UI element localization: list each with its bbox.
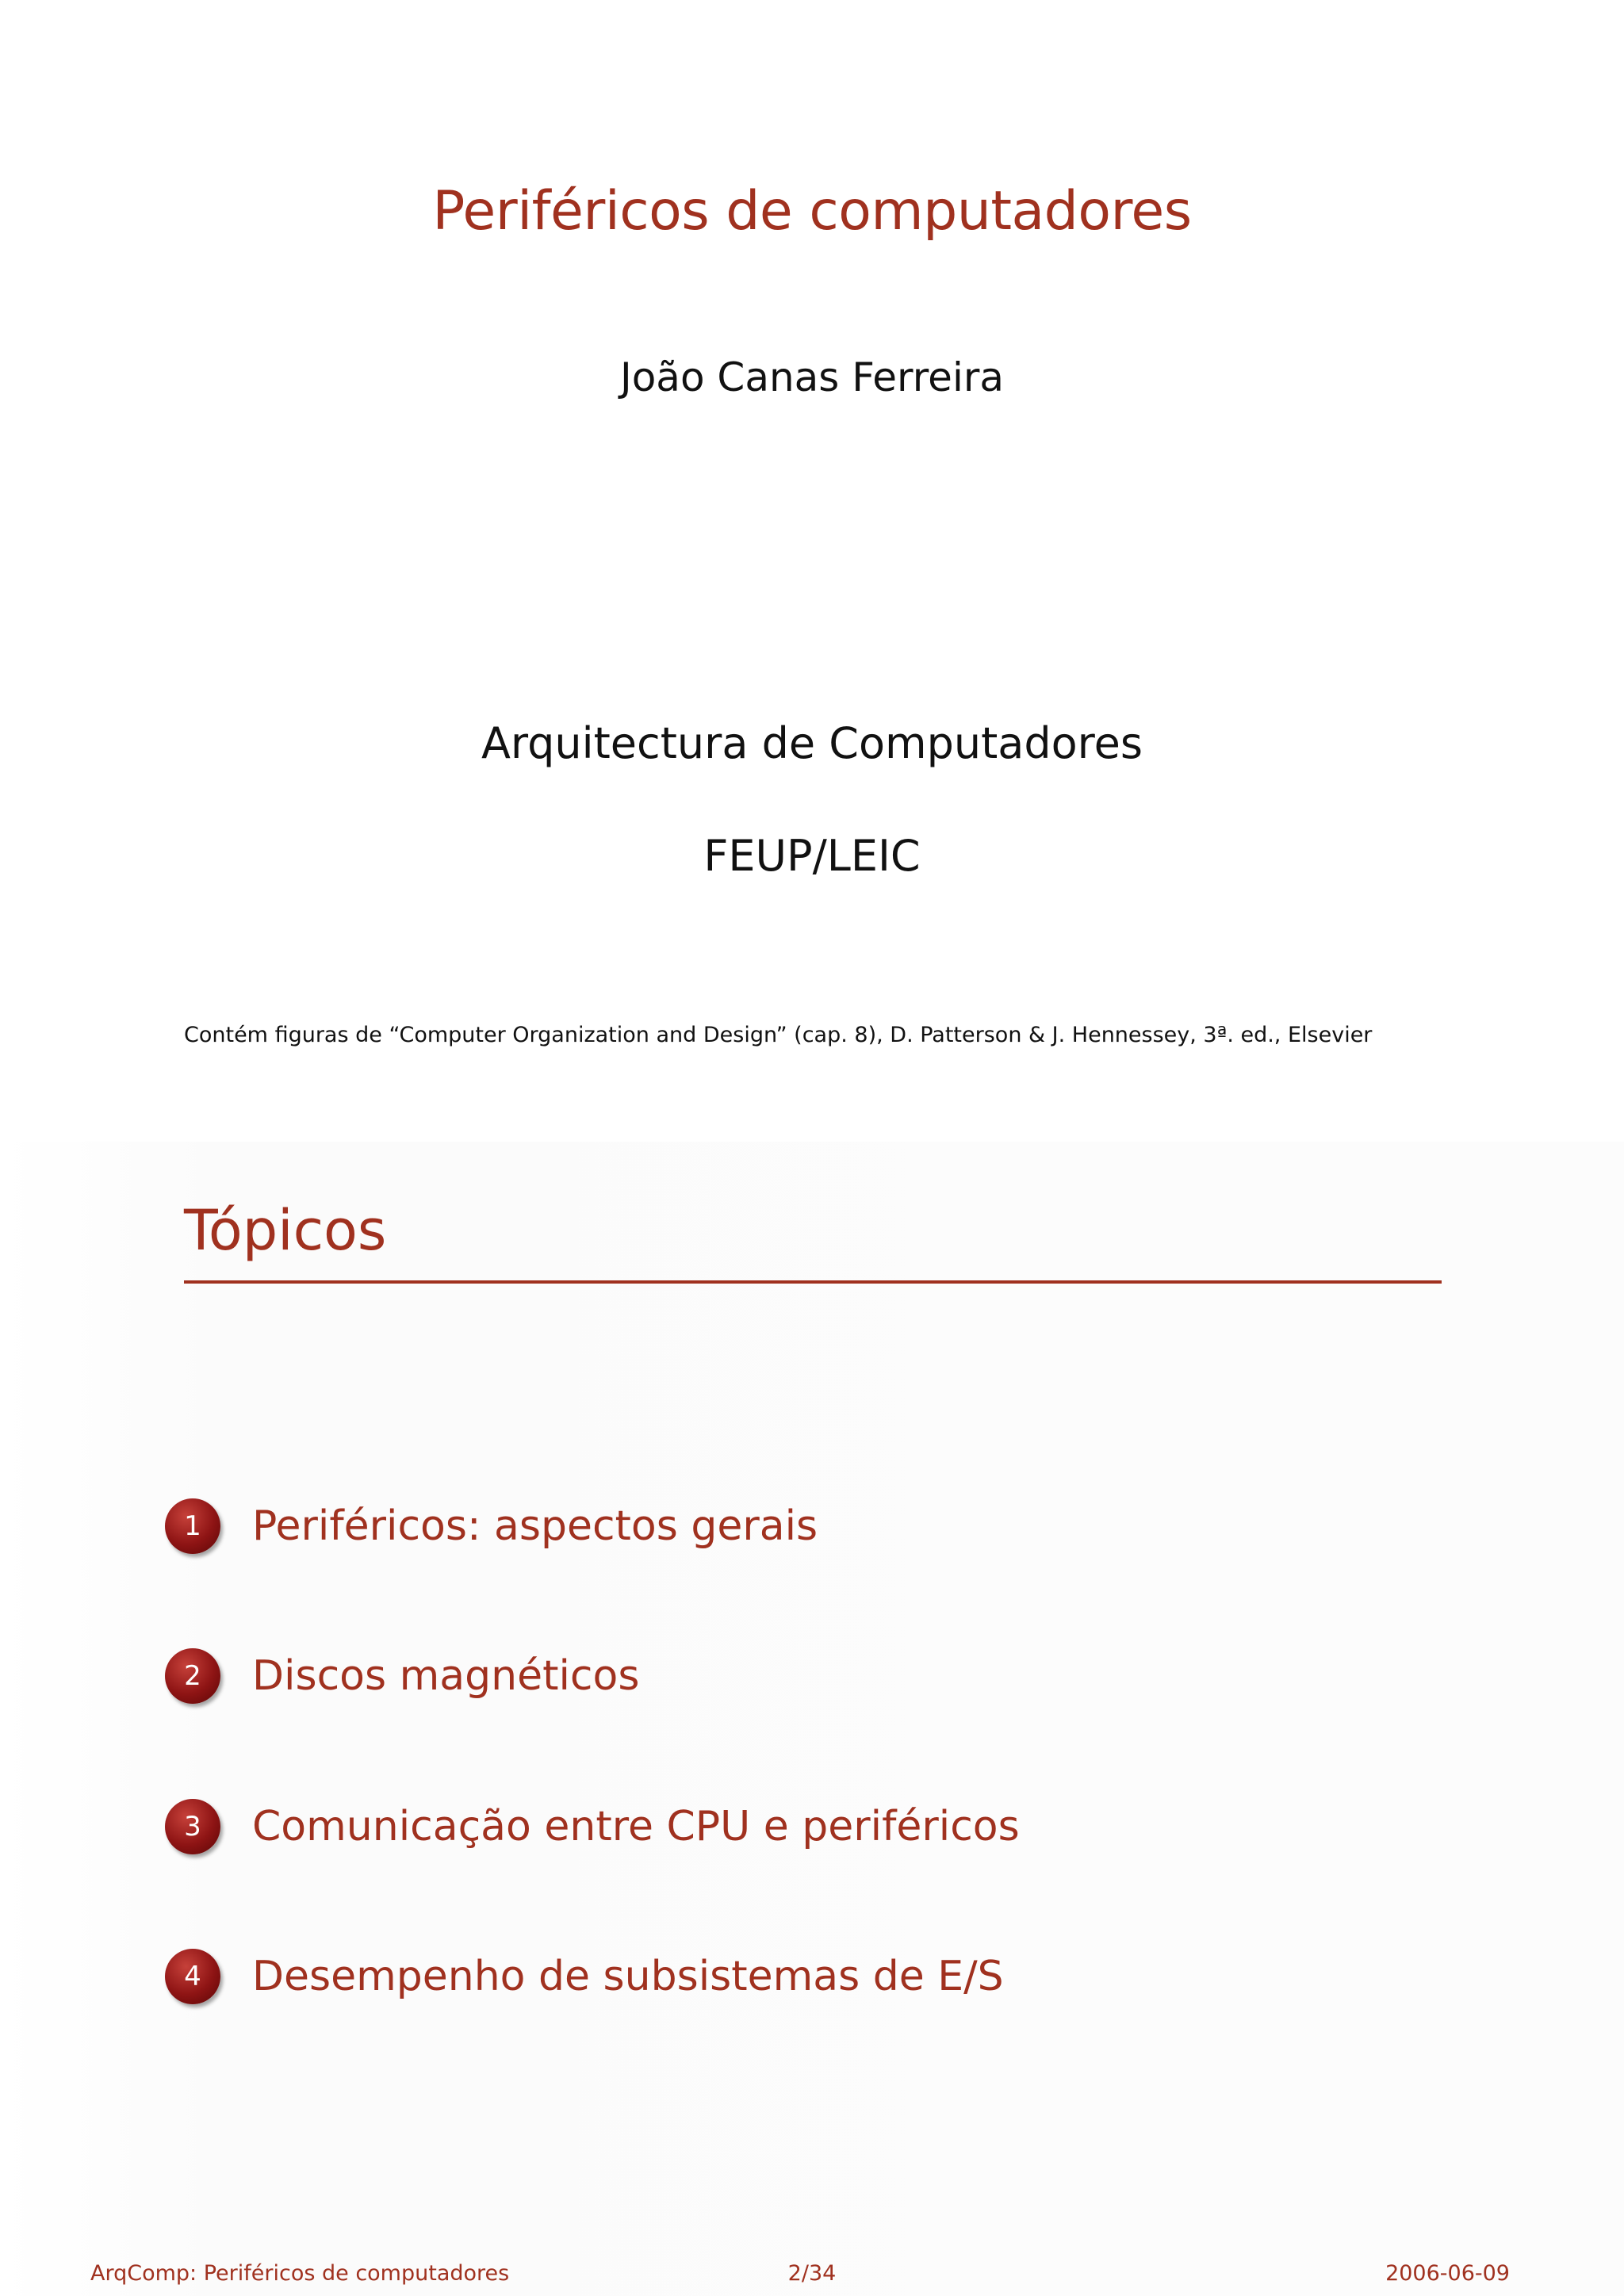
page-number: 2/34 — [787, 2261, 837, 2286]
topic-label: Discos magnéticos — [252, 1651, 640, 1700]
topic-item-1[interactable] — [165, 1498, 818, 1555]
slide-background — [0, 1142, 1624, 2296]
number-ball-icon — [165, 1498, 220, 1554]
institution-name: FEUP/LEIC — [703, 831, 921, 881]
footer-date: 2006-06-09 — [1385, 2261, 1510, 2286]
topic-item-2[interactable] — [165, 1647, 639, 1705]
author-name: João Canas Ferreira — [619, 354, 1005, 400]
course-name: Arquitectura de Computadores — [481, 718, 1143, 768]
topic-number: 4 — [184, 1961, 201, 1992]
topic-item-3[interactable] — [165, 1798, 1020, 1855]
credits-note: Contém figuras de “Computer Organization and Design” (cap. 8), D. Patterson & J. Hennessey, 3ª. ed., Elsevier — [184, 1023, 1373, 1047]
topics-heading: Tópicos — [184, 1198, 387, 1263]
topic-label: Desempenho de subsistemas de E/S — [252, 1952, 1004, 2000]
footer-title: ArqComp: Periféricos de computadores — [90, 2261, 510, 2286]
topic-item-4[interactable] — [165, 1948, 1004, 2005]
number-ball-icon — [165, 1949, 220, 2004]
number-ball-icon — [165, 1799, 220, 1854]
topic-label: Comunicação entre CPU e periféricos — [252, 1802, 1020, 1850]
topic-number: 1 — [184, 1510, 201, 1542]
page-title: Periféricos de computadores — [432, 180, 1192, 243]
number-ball-icon — [165, 1648, 220, 1704]
heading-divider — [184, 1280, 1442, 1284]
topic-number: 3 — [184, 1811, 201, 1843]
topic-label: Periféricos: aspectos gerais — [252, 1502, 818, 1550]
topic-number: 2 — [184, 1660, 201, 1692]
